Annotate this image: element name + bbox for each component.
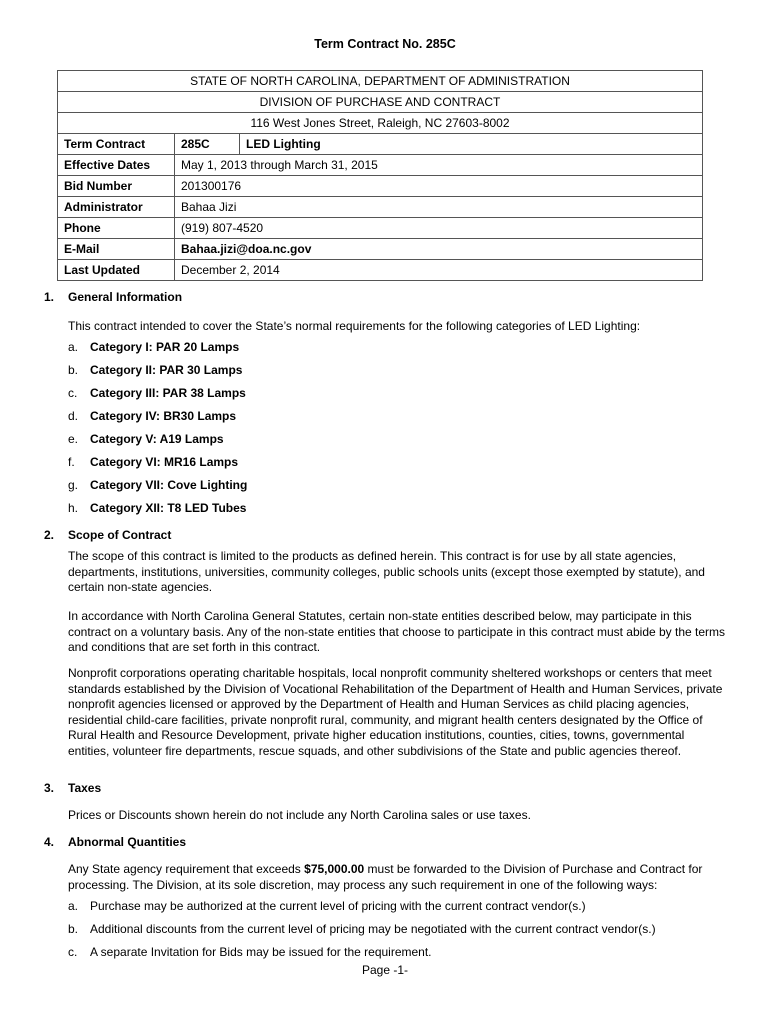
administrator-value: Bahaa Jizi <box>175 197 703 218</box>
header-row-division <box>58 92 703 113</box>
list-item <box>68 363 728 377</box>
contract-info-table <box>57 70 703 281</box>
division-name: DIVISION OF PURCHASE AND CONTRACT <box>58 92 703 113</box>
agency-address: 116 West Jones Street, Raleigh, NC 27603-8002 <box>58 113 703 134</box>
item-letter: a. <box>68 340 79 354</box>
table-row <box>58 197 703 218</box>
list-item <box>68 340 728 354</box>
section-4-heading <box>44 835 186 849</box>
section-2-heading <box>44 528 171 542</box>
category-label: Category VI: MR16 Lamps <box>90 455 239 469</box>
item-letter: d. <box>68 409 79 423</box>
section-title: Taxes <box>68 781 102 795</box>
item-letter: f. <box>68 455 75 469</box>
section-title: Scope of Contract <box>68 528 172 542</box>
option-text: Purchase may be authorized at the current level of pricing with the current contract vendor(s.) <box>90 899 586 913</box>
term-contract-code: 285C <box>175 134 240 155</box>
item-letter: b. <box>68 922 79 936</box>
section-number: 4. <box>44 835 55 849</box>
item-letter: a. <box>68 899 79 913</box>
category-label: Category III: PAR 38 Lamps <box>90 386 246 400</box>
administrator-label: Administrator <box>58 197 175 218</box>
section-number: 3. <box>44 781 55 795</box>
paragraph-text: Any State agency requirement that exceeds <box>68 862 305 876</box>
option-text: Additional discounts from the current level of pricing may be negotiated with the current contract vendor(s.) <box>90 922 656 936</box>
list-item <box>68 501 728 515</box>
email-value[interactable]: Bahaa.jizi@doa.nc.gov <box>175 239 703 260</box>
phone-value: (919) 807-4520 <box>175 218 703 239</box>
threshold-amount: $75,000.00 <box>304 862 365 876</box>
category-label: Category V: A19 Lamps <box>90 432 224 446</box>
bid-number-value: 201300176 <box>175 176 703 197</box>
scope-paragraph-2: In accordance with North Carolina General Statutes, certain non-state entities described below, may participate in this contract on a voluntary basis. Any of the non-state entities that choose to participate in this contract must abide by the terms and conditions that are set forth in this contract. <box>68 609 726 654</box>
section-number: 1. <box>44 290 55 304</box>
abnormal-quantities-paragraph <box>68 862 728 893</box>
list-item <box>68 945 728 959</box>
section-1-heading <box>44 290 182 304</box>
list-item <box>68 478 728 492</box>
page-number: Page -1- <box>361 963 409 977</box>
item-letter: e. <box>68 432 79 446</box>
section-3-heading <box>44 781 101 795</box>
header-row-address <box>58 113 703 134</box>
section-title: Abnormal Quantities <box>68 835 187 849</box>
header-row-agency <box>58 71 703 92</box>
category-label: Category IV: BR30 Lamps <box>90 409 237 423</box>
category-label: Category VII: Cove Lighting <box>90 478 248 492</box>
document-title: Term Contract No. 285C <box>314 37 456 51</box>
item-letter: c. <box>68 386 78 400</box>
taxes-paragraph: Prices or Discounts shown herein do not include any North Carolina sales or use taxes. <box>68 808 531 822</box>
list-item <box>68 432 728 446</box>
item-letter: g. <box>68 478 79 492</box>
paragraph-text: must be forwarded to the Division of Purchase and Contract for processing. The Division, at its sole discretion, may process any such requirement in one of the following ways: <box>68 862 703 892</box>
list-item <box>68 386 728 400</box>
phone-label: Phone <box>58 218 175 239</box>
table-row <box>58 176 703 197</box>
category-label: Category XII: T8 LED Tubes <box>90 501 247 515</box>
category-label: Category II: PAR 30 Lamps <box>90 363 243 377</box>
section-1-intro: This contract intended to cover the State’s normal requirements for the following categories of LED Lighting: <box>68 319 641 333</box>
list-item <box>68 899 728 913</box>
option-text: A separate Invitation for Bids may be issued for the requirement. <box>90 945 432 959</box>
term-contract-name: LED Lighting <box>240 134 703 155</box>
list-item <box>68 455 728 469</box>
section-number: 2. <box>44 528 55 542</box>
section-title: General Information <box>68 290 183 304</box>
table-row <box>58 239 703 260</box>
list-item <box>68 922 728 936</box>
table-row <box>58 134 703 155</box>
category-label: Category I: PAR 20 Lamps <box>90 340 240 354</box>
effective-dates-label: Effective Dates <box>58 155 175 176</box>
effective-dates-value: May 1, 2013 through March 31, 2015 <box>175 155 703 176</box>
item-letter: h. <box>68 501 79 515</box>
last-updated-value: December 2, 2014 <box>175 260 703 281</box>
bid-number-label: Bid Number <box>58 176 175 197</box>
email-label: E-Mail <box>58 239 175 260</box>
agency-name: STATE OF NORTH CAROLINA, DEPARTMENT OF ADMINISTRATION <box>58 71 703 92</box>
table-row <box>58 155 703 176</box>
item-letter: b. <box>68 363 79 377</box>
list-item <box>68 409 728 423</box>
last-updated-label: Last Updated <box>58 260 175 281</box>
term-contract-label: Term Contract <box>58 134 175 155</box>
scope-paragraph-1: The scope of this contract is limited to the products as defined herein. This contract is for use by all state agencies, departments, institutions, universities, community colleges, public schools units (except those exempted by statute), and certain non-state agencies. <box>68 549 705 594</box>
table-row <box>58 218 703 239</box>
item-letter: c. <box>68 945 78 959</box>
table-row <box>58 260 703 281</box>
scope-paragraph-3: Nonprofit corporations operating charitable hospitals, local nonprofit community sheltered workshops or centers that meet standards established by the Division of Vocational Rehabilitation of the Department of Health and Human Services, private nonprofit agencies licensed or approved by the Department of Health and Human Services as child placing agencies, residential child-care facilities, private nonprofit rural, community, and migrant health centers designated by the Office of Rural Health and Resource Development, private higher education institutions, counties, cities, towns, governmental entities, volunteer fire departments, rescue squads, and other subdivisions of the State and public agencies thereof. <box>68 666 723 758</box>
